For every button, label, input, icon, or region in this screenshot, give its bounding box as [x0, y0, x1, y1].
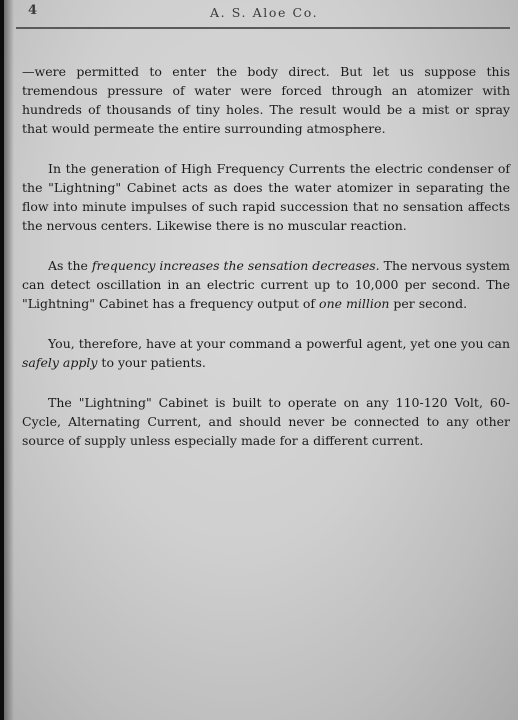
paragraph-2: In the generation of High Frequency Currents the electric condenser of the "Lightning" Cabinet acts as does the water atomizer in separating the flow into minute impulses of such rapid succession that no sensation affects the nervous centers. Likewise there is no muscular reaction.	[22, 161, 510, 233]
paragraph-3	[22, 256, 510, 313]
page-gutter-shadow	[4, 0, 14, 720]
page-number: 4	[28, 3, 38, 18]
paragraph-4-emphasis: safely apply	[22, 355, 98, 370]
paragraph-3-emphasis: frequency increases the sensation decreases.	[91, 258, 380, 273]
paragraph-4	[22, 334, 510, 372]
paragraph-3-middle: The nervous system can detect oscillation in an electric current up to 10,000 per second. The "Lightning" Cabinet has a frequency output of	[22, 258, 511, 311]
paragraph-3-lead: As the	[48, 258, 92, 273]
book-page	[4, 0, 518, 720]
running-head	[4, 2, 518, 24]
paragraph-3-tail: per second.	[389, 296, 468, 311]
header-rule	[16, 27, 510, 29]
paragraph-5: The "Lightning" Cabinet is built to operate on any 110-120 Volt, 60-Cycle, Alternating Current, and should never be connected to any other source of supply unless especially made for a different current.	[22, 395, 510, 448]
body-text	[22, 62, 510, 471]
running-title: A. S. Aloe Co.	[210, 5, 319, 20]
paragraph-3-emphasis-2: one million	[319, 296, 390, 311]
paragraph-4-tail: to your patients.	[97, 355, 206, 370]
paragraph-1: —were permitted to enter the body direct. But let us suppose this tremendous pressure of water were forced through an atomizer with hundreds of thousands of tiny holes. The result would be a mist or spray that would permeate the entire surrounding atmosphere.	[22, 64, 510, 136]
paragraph-4-lead: You, therefore, have at your command a powerful agent, yet one you can	[48, 336, 510, 351]
